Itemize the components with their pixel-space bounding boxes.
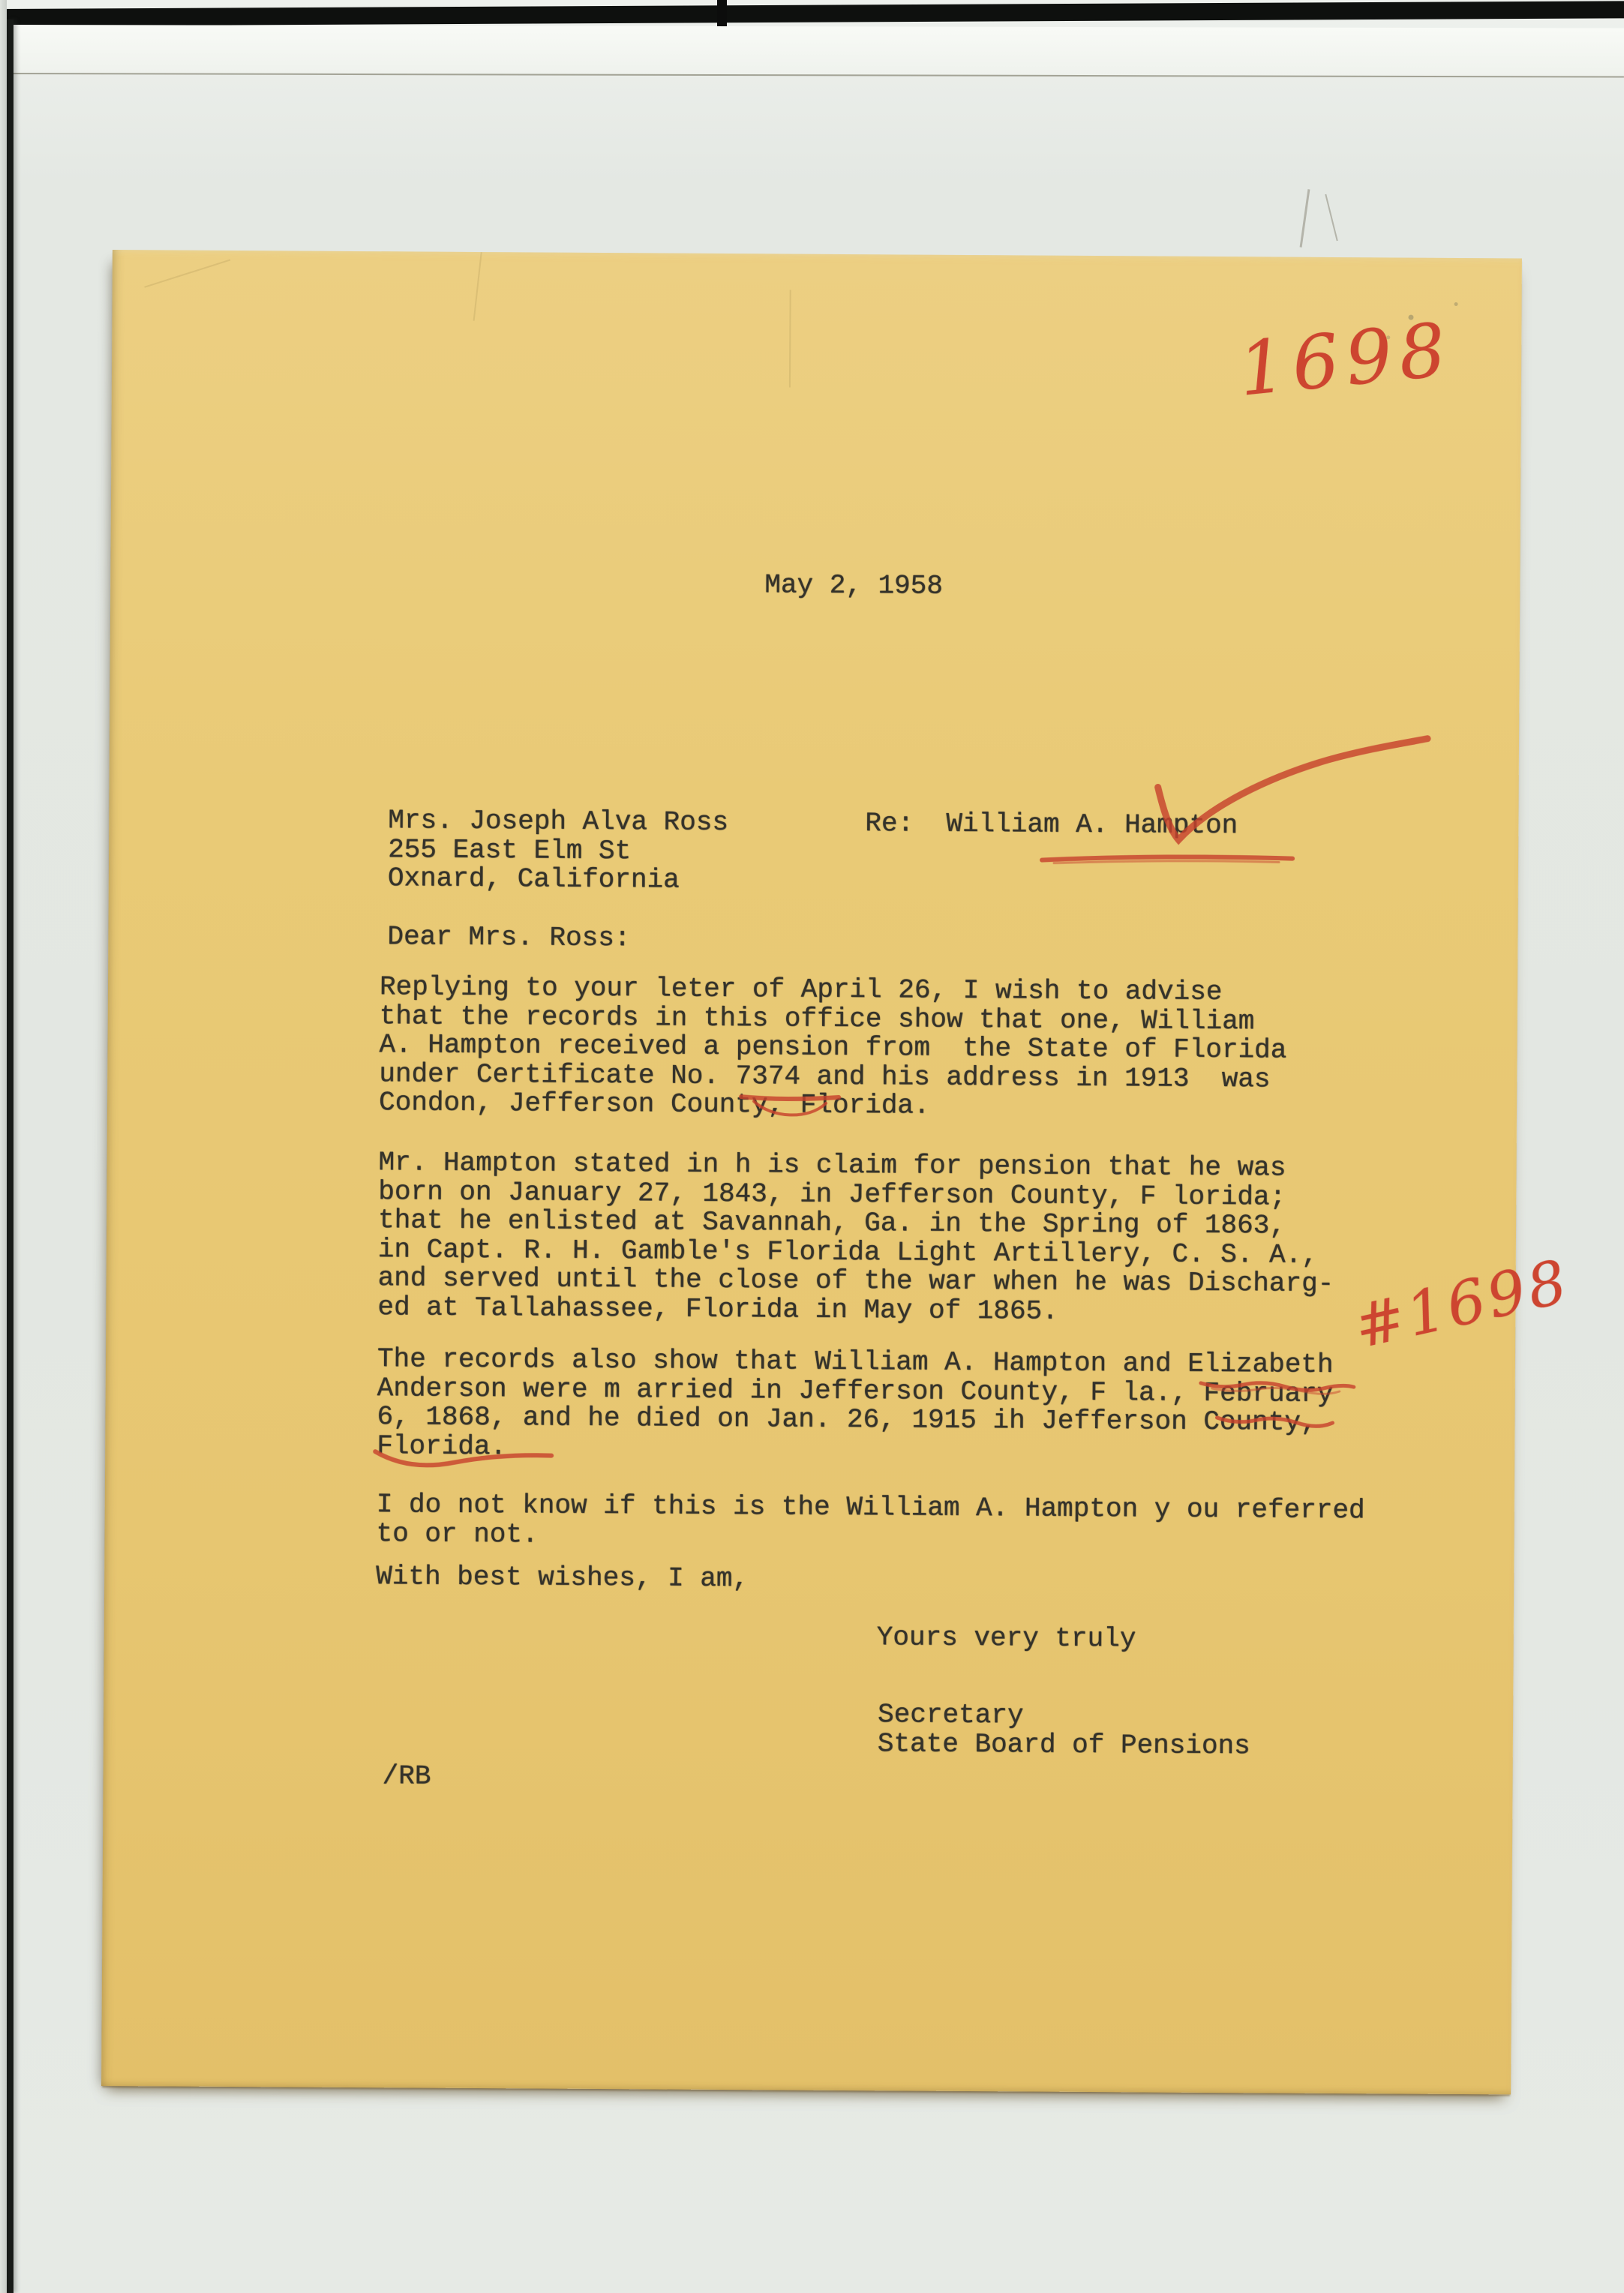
faint-pencil-mark bbox=[1300, 189, 1310, 248]
red-pen-marks bbox=[101, 250, 1522, 2094]
typist-initials: /RB bbox=[382, 1760, 431, 1792]
red-underline-1868 bbox=[375, 1451, 551, 1466]
body-paragraph-3: The records also show that William A. Hampton and Elizabeth Anderson were m arried in Jefferson County, F la., February 6, 1868, and he died on Jan. 26, 1915 ih Jefferson County, Florida. bbox=[377, 1343, 1334, 1462]
red-underline-7374 bbox=[741, 1097, 839, 1099]
subject-line: Re: William A. Hampton bbox=[865, 808, 1238, 842]
salutation: Dear Mrs. Ross: bbox=[387, 921, 631, 954]
scanner-edge-notch bbox=[717, 0, 727, 27]
red-checkmark bbox=[1157, 737, 1427, 842]
closing-line: With best wishes, I am, bbox=[376, 1561, 749, 1595]
valediction: Yours very truly bbox=[876, 1622, 1136, 1655]
body-paragraph-4: I do not know if this is the William A. Hampton y ou referred to or not. bbox=[376, 1489, 1365, 1550]
body-paragraph-2: Mr. Hampton stated in h is claim for pension that he was born on January 27, 1843, in Jefferson County, F lorida; that he enlisted at Savannah, Ga. in the Spring of 1863, in Capt. R. H. Gamble's Florida Light Artillery, C. S. A., and served until the close of the war when he was Discharg- ed at Tallahassee, Florida in May of 1865. bbox=[377, 1147, 1334, 1327]
handwritten-number-margin: #1698 bbox=[1347, 1246, 1576, 1362]
red-squiggle-7374 bbox=[754, 1101, 826, 1115]
scanner-edge-strip bbox=[0, 1, 1624, 26]
faint-pencil-mark bbox=[1325, 194, 1337, 242]
letter-date: May 2, 1958 bbox=[764, 569, 944, 602]
letter-paper bbox=[101, 250, 1576, 2094]
scan-left-edge-line bbox=[7, 20, 14, 2293]
signature-block: Secretary State Board of Pensions bbox=[877, 1699, 1250, 1761]
recipient-address-block: Mrs. Joseph Alva Ross 255 East Elm St Oxnard, California bbox=[387, 805, 729, 896]
body-paragraph-1: Replying to your leter of April 26, I wish to advise that the records in this office show that one, William A. Hampton received a pension from the State of Florida under Certificate No. 7374 and his address in 1913 was Condon, Jefferson County, Florida. bbox=[378, 971, 1287, 1121]
red-wavy-february bbox=[1217, 1418, 1332, 1426]
scan-left-margin bbox=[0, 0, 7, 2293]
red-underline-subject-2 bbox=[1054, 860, 1279, 865]
scan-backing-top-band bbox=[0, 25, 1624, 78]
handwritten-number-top: 1698 bbox=[1235, 307, 1457, 413]
